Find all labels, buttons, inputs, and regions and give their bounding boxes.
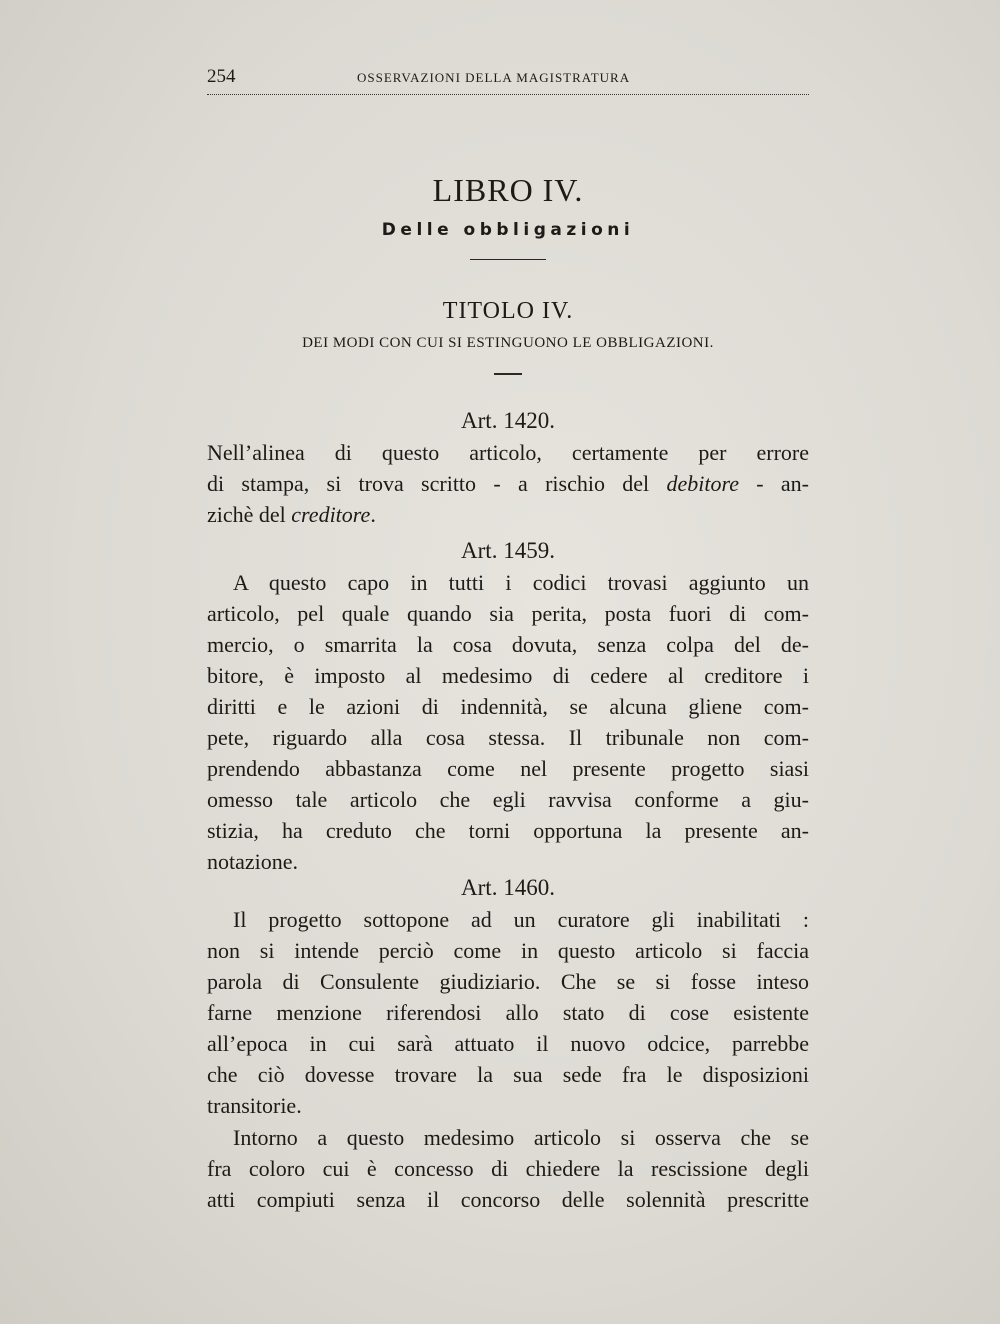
- article-paragraph: [207, 1122, 809, 1215]
- article-heading: Art. 1420.: [461, 408, 555, 433]
- text-line: [207, 468, 809, 499]
- article-heading: Art. 1460.: [461, 875, 555, 900]
- text-line: Nell’alinea di questo articolo, certamente per errore: [207, 440, 809, 465]
- article-paragraph: [207, 437, 809, 530]
- text-line: notazione.: [207, 849, 299, 874]
- text-line: omesso tale articolo che egli ravvisa conforme a giu-: [207, 787, 809, 812]
- book-title: LIBRO IV.: [432, 172, 584, 208]
- text-line-content: di stampa, si trova scritto - a rischio del debitore - an-: [207, 471, 809, 496]
- divider-rule: [470, 259, 546, 260]
- titolo-subheading: DEI MODI CON CUI SI ESTINGUONO LE OBBLIGAZIONI.: [302, 335, 714, 351]
- text-line: A questo capo in tutti i codici trovasi aggiunto un: [233, 570, 809, 595]
- text-line: pete, riguardo alla cosa stessa. Il tribunale non com-: [207, 725, 809, 750]
- text-line: parola di Consulente giudiziario. Che se si fosse inteso: [207, 969, 809, 994]
- text-line: mercio, o smarrita la cosa dovuta, senza colpa del de-: [207, 632, 809, 657]
- text-line: non si intende perciò come in questo articolo si faccia: [207, 938, 809, 963]
- text-line: diritti e le azioni di indennità, se alcuna gliene com-: [207, 694, 809, 719]
- article-paragraph: [207, 904, 809, 1121]
- text-line: transitorie.: [207, 1093, 302, 1118]
- text-line: prendendo abbastanza come nel presente progetto siasi: [207, 756, 809, 781]
- text-line: stizia, ha creduto che torni opportuna la presente an-: [207, 818, 809, 843]
- article-paragraph: [207, 567, 809, 877]
- page-number: 254: [207, 66, 236, 87]
- article-heading: Art. 1459.: [461, 538, 555, 563]
- running-head: OSSERVAZIONI DELLA MAGISTRATURA: [357, 70, 631, 85]
- text-line: che ciò dovesse trovare la sua sede fra le disposizioni: [207, 1062, 809, 1087]
- text-line: atti compiuti senza il concorso delle solennità prescritte: [207, 1187, 809, 1212]
- text-line: bitore, è imposto al medesimo di cedere al creditore i: [207, 663, 809, 688]
- book-subtitle: Delle obbligazioni: [381, 220, 635, 240]
- text-line: fra coloro cui è concesso di chiedere la rescissione degli: [207, 1156, 809, 1181]
- text-line: farne menzione riferendosi allo stato di cose esistente: [207, 1000, 809, 1025]
- titolo-heading: TITOLO IV.: [442, 298, 574, 324]
- text-line: articolo, pel quale quando sia perita, posta fuori di com-: [207, 601, 809, 626]
- text-line: all’epoca in cui sarà attuato il nuovo odcice, parrebbe: [207, 1031, 809, 1056]
- text-line: Il progetto sottopone ad un curatore gli inabilitati :: [233, 907, 809, 932]
- text-line: zichè del creditore.: [207, 502, 376, 527]
- text-line: Intorno a questo medesimo articolo si osserva che se: [233, 1125, 809, 1150]
- page-header: [207, 64, 809, 95]
- divider-dash: [494, 373, 522, 375]
